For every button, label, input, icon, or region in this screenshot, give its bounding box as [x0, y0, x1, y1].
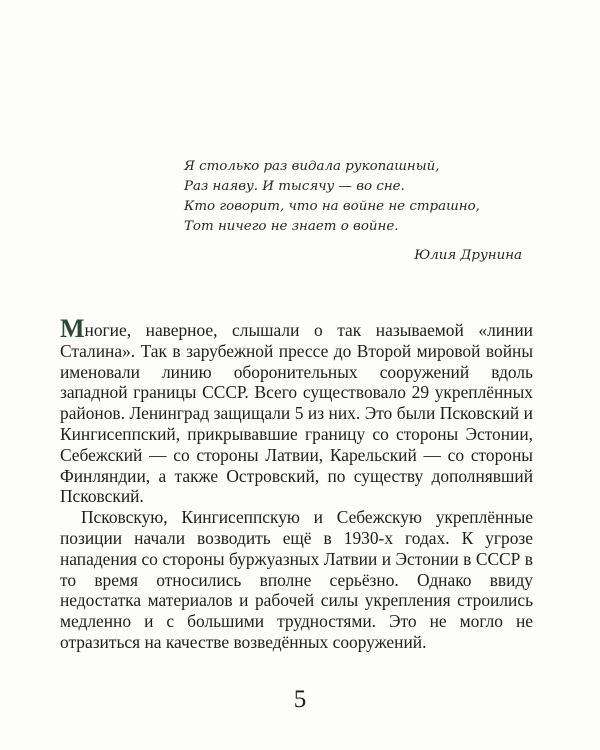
- epigraph-line: Тот ничего не знает о войне.: [184, 219, 399, 234]
- epigraph-line: Я столько раз видала рукопашный,: [184, 159, 440, 174]
- paragraph-1-text: ногие, наверное, слышали о так называемой «линии Сталина». Так в зарубежной прессе до Второй мировой войны именовали линию оборонительных сооружений вдоль западной границы СССР. Всего существовало 29 укреплённых районов. Ленинград защищали 5 из них. Это были Псковский и Кингисеппский, прикрывавшие границу со стороны Эстонии, Себежский — со стороны Латвии, Карельский — со стороны Финляндии, а также Островский, по существу дополнявший Псковский.: [60, 320, 533, 507]
- epigraph: [184, 157, 524, 266]
- epigraph-line: Раз наяву. И тысячу — во сне.: [184, 179, 405, 194]
- drop-cap: М: [60, 314, 85, 343]
- page-number: 5: [293, 686, 307, 713]
- main-text: [60, 314, 533, 653]
- paragraph-1: [60, 314, 533, 507]
- paragraph-2: Псковскую, Кингисеппскую и Себежскую укреплённые позиции начали возводить ещё в 1930-х годах. К угрозе нападения со стороны буржуазных Латвии и Эстонии в СССР в то время относились вполне серьёзно. Однако ввиду недостатка материалов и рабочей силы укрепления строились медленно и с большими трудностями. Это не могло не отразиться на качестве возведённых сооружений.: [60, 507, 533, 652]
- epigraph-author: Юлия Друнина: [414, 248, 522, 263]
- epigraph-line: Кто говорит, что на войне не страшно,: [184, 199, 480, 214]
